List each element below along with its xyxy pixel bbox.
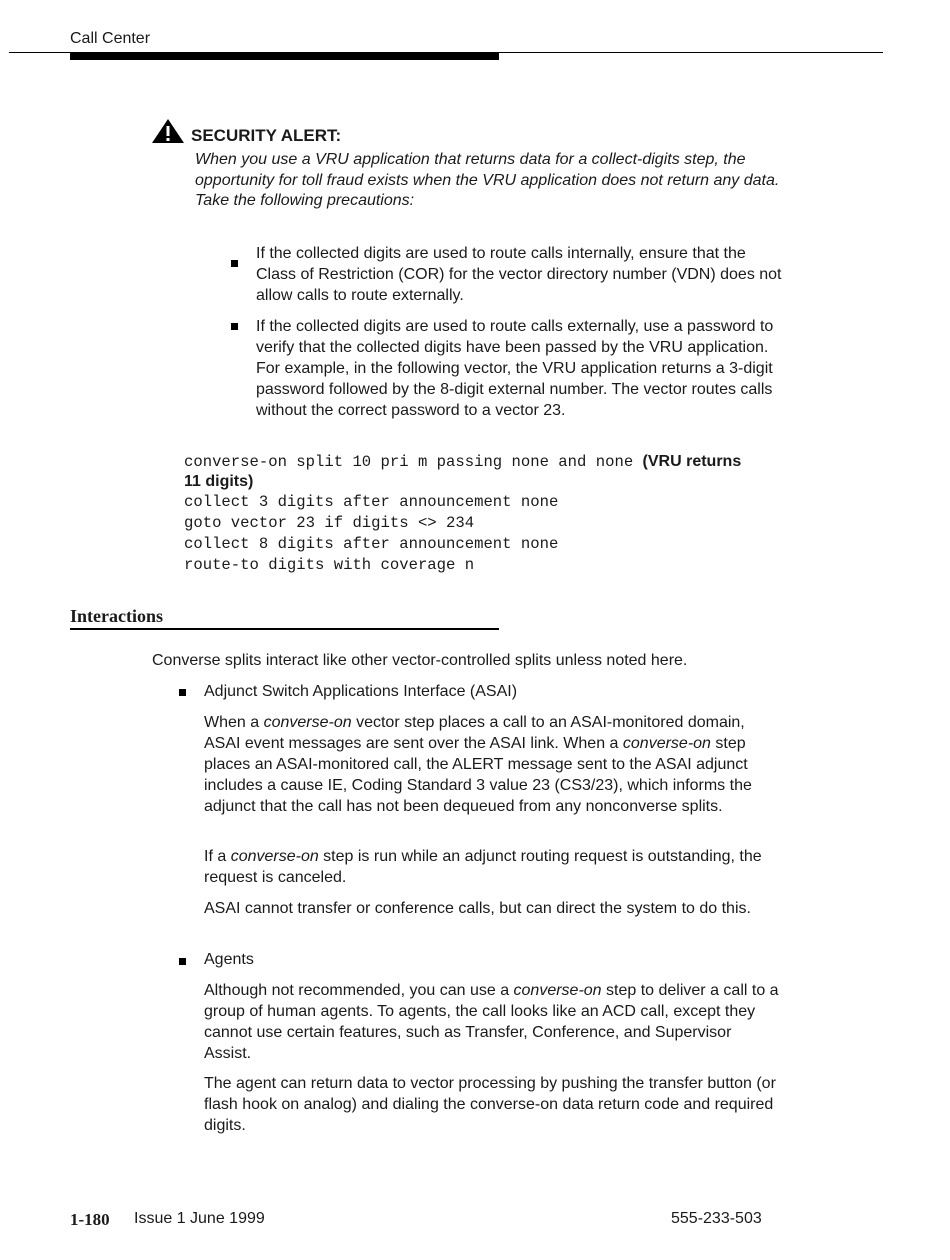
header-bar [70,53,499,60]
page-number: 1-180 [70,1210,110,1229]
vector-line-1-cont [184,471,784,493]
running-header: Call Center [70,30,151,47]
bullet-marker [231,260,238,267]
asai-paragraph-3: ASAI cannot transfer or conference calls, but can direct the system to do this. [204,900,751,917]
vector-note-cont: 11 digits) [184,473,254,490]
vector-note: (VRU returns [642,453,742,470]
agents-paragraph-1: Although not recommended, you can use a converse-on step to deliver a call to a group of human agents. To agents, the call looks like an ACD call, except they cannot use certain features, such as Transfer, Conference, and Supervisor Assist. [204,982,779,1062]
vector-line: collect 8 digits after announcement none [184,535,559,553]
bullet-marker [179,958,186,965]
agents-paragraph-2: The agent can return data to vector processing by pushing the transfer button (or flash hook on analog) and dialing the converse-on data return code and required digits. [204,1075,776,1134]
list-item-agents: Agents [204,951,254,968]
warning-triangle-icon [151,118,185,144]
asai-paragraph-1: When a converse-on vector step places a call to an ASAI-monitored domain, ASAI event messages are sent over the ASAI link. When a converse-on step places an ASAI-monitored call, the ALERT message sent to the ASAI adjunct includes a cause IE, Coding Standard 3 value 23 (CS3/23), which informs the adjunct that the call has not been dequeued from any nonconverse splits. [204,714,752,815]
vector-code: converse-on split 10 pri m passing none and none [184,453,643,471]
alert-body: When you use a VRU application that returns data for a collect-digits step, the opportunity for toll fraud exists when the VRU application does not return any data. Take the following precautions: [195,151,780,209]
document-number: 555-233-503 [671,1210,762,1227]
section-intro: Converse splits interact like other vector-controlled splits unless noted here. [152,652,688,669]
vector-line-1 [184,451,784,473]
bullet-marker [179,689,186,696]
list-item-asai: Adjunct Switch Applications Interface (ASAI) [204,683,518,700]
alert-bullet-internal: If the collected digits are used to route calls internally, ensure that the Class of Restriction (COR) for the vector directory number (VDN) does not allow calls to route externally. [256,245,782,304]
vector-line: collect 3 digits after announcement none [184,493,559,511]
vector-line: goto vector 23 if digits <> 234 [184,514,475,532]
asai-paragraph-2: If a converse-on step is run while an adjunct routing request is outstanding, the request is canceled. [204,848,762,886]
section-title: Interactions [70,606,163,626]
vector-line: route-to digits with coverage n [184,556,475,574]
alert-bullet-external: If the collected digits are used to route calls externally, use a password to verify that the collected digits have been passed by the VRU application. For example, in the following vector, the VRU application returns a 3-digit password followed by the 8-digit external number. The vector routes calls without the correct password to a vector 23. [256,318,774,419]
issue-date: Issue 1 June 1999 [134,1210,265,1227]
section-rule [70,628,499,630]
bullet-marker [231,323,238,330]
alert-title: SECURITY ALERT: [191,126,342,145]
